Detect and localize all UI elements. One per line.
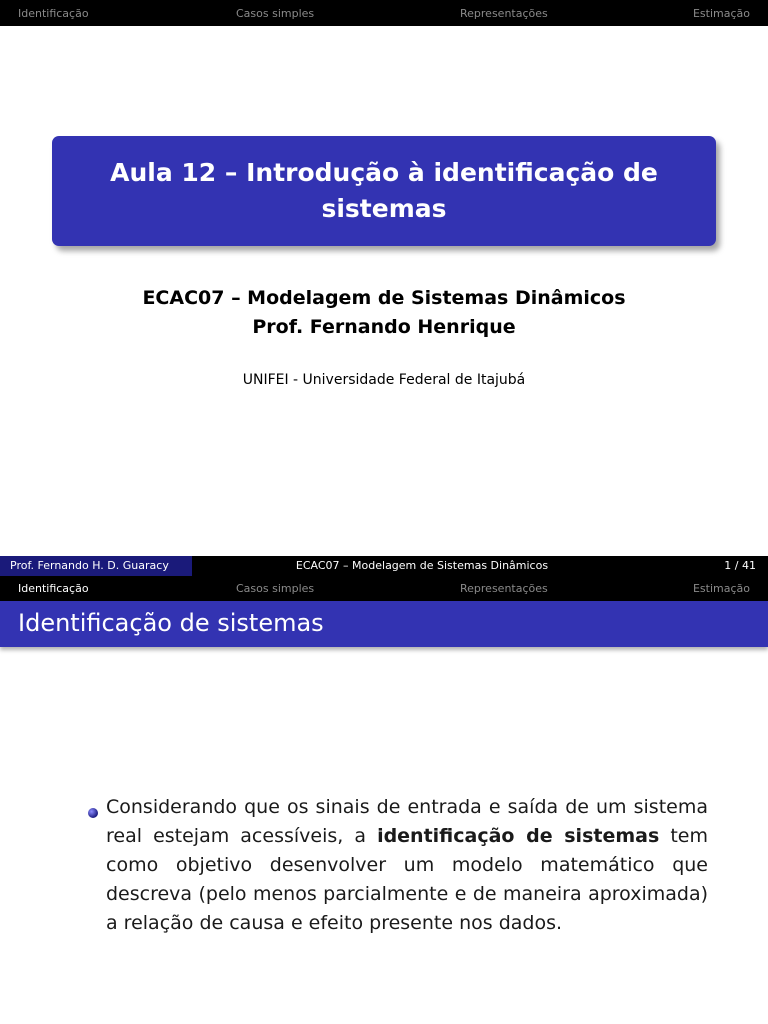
section-navigation-bar <box>0 0 768 26</box>
nav-item-estimacao[interactable]: Estimação <box>692 7 750 20</box>
frame-title: Identificação de sistemas <box>18 609 324 637</box>
institute-name: UNIFEI - Universidade Federal de Itajubá <box>242 372 526 388</box>
nav-item-casos-simples[interactable]: Casos simples <box>236 7 315 20</box>
section-navigation-bar-slide2 <box>0 576 768 601</box>
author-name: Prof. Fernando Henrique <box>252 316 516 338</box>
bullet-text-before: Considerando que os sinais de entrada e saída de um sistema real estejam acessíveis, a <box>106 796 708 847</box>
nav-item-representacoes[interactable]: Representações <box>460 582 548 595</box>
nav-item-estimacao[interactable]: Estimação <box>692 582 750 595</box>
course-name: ECAC07 – Modelagem de Sistemas Dinâmicos <box>142 287 626 309</box>
nav-item-casos-simples[interactable]: Casos simples <box>236 582 315 595</box>
bullet-icon <box>86 806 100 820</box>
slide-footer <box>0 556 768 576</box>
title-box <box>52 136 716 246</box>
footer-course: ECAC07 – Modelagem de Sistemas Dinâmicos <box>295 559 549 572</box>
nav-item-identificacao-active[interactable]: Identificação <box>18 582 89 595</box>
nav-item-identificacao[interactable]: Identificação <box>18 7 89 20</box>
frame-title-bar <box>0 601 768 647</box>
bullet-paragraph <box>106 793 708 938</box>
footer-author: Prof. Fernando H. D. Guaracy <box>0 556 192 576</box>
footer-page-number: 1 / 41 <box>724 559 756 572</box>
presentation-title: Aula 12 – Introdução à identificação de sistemas <box>110 158 658 223</box>
bullet-text-after: tem como objetivo desenvolver um modelo matemático que descreva (pelo menos parcialmente e de maneira aproximada) a relação de causa e efeito presente nos dados. <box>106 825 708 934</box>
nav-item-representacoes[interactable]: Representações <box>460 7 548 20</box>
bullet-text-bold: identificação de sistemas <box>377 825 660 847</box>
